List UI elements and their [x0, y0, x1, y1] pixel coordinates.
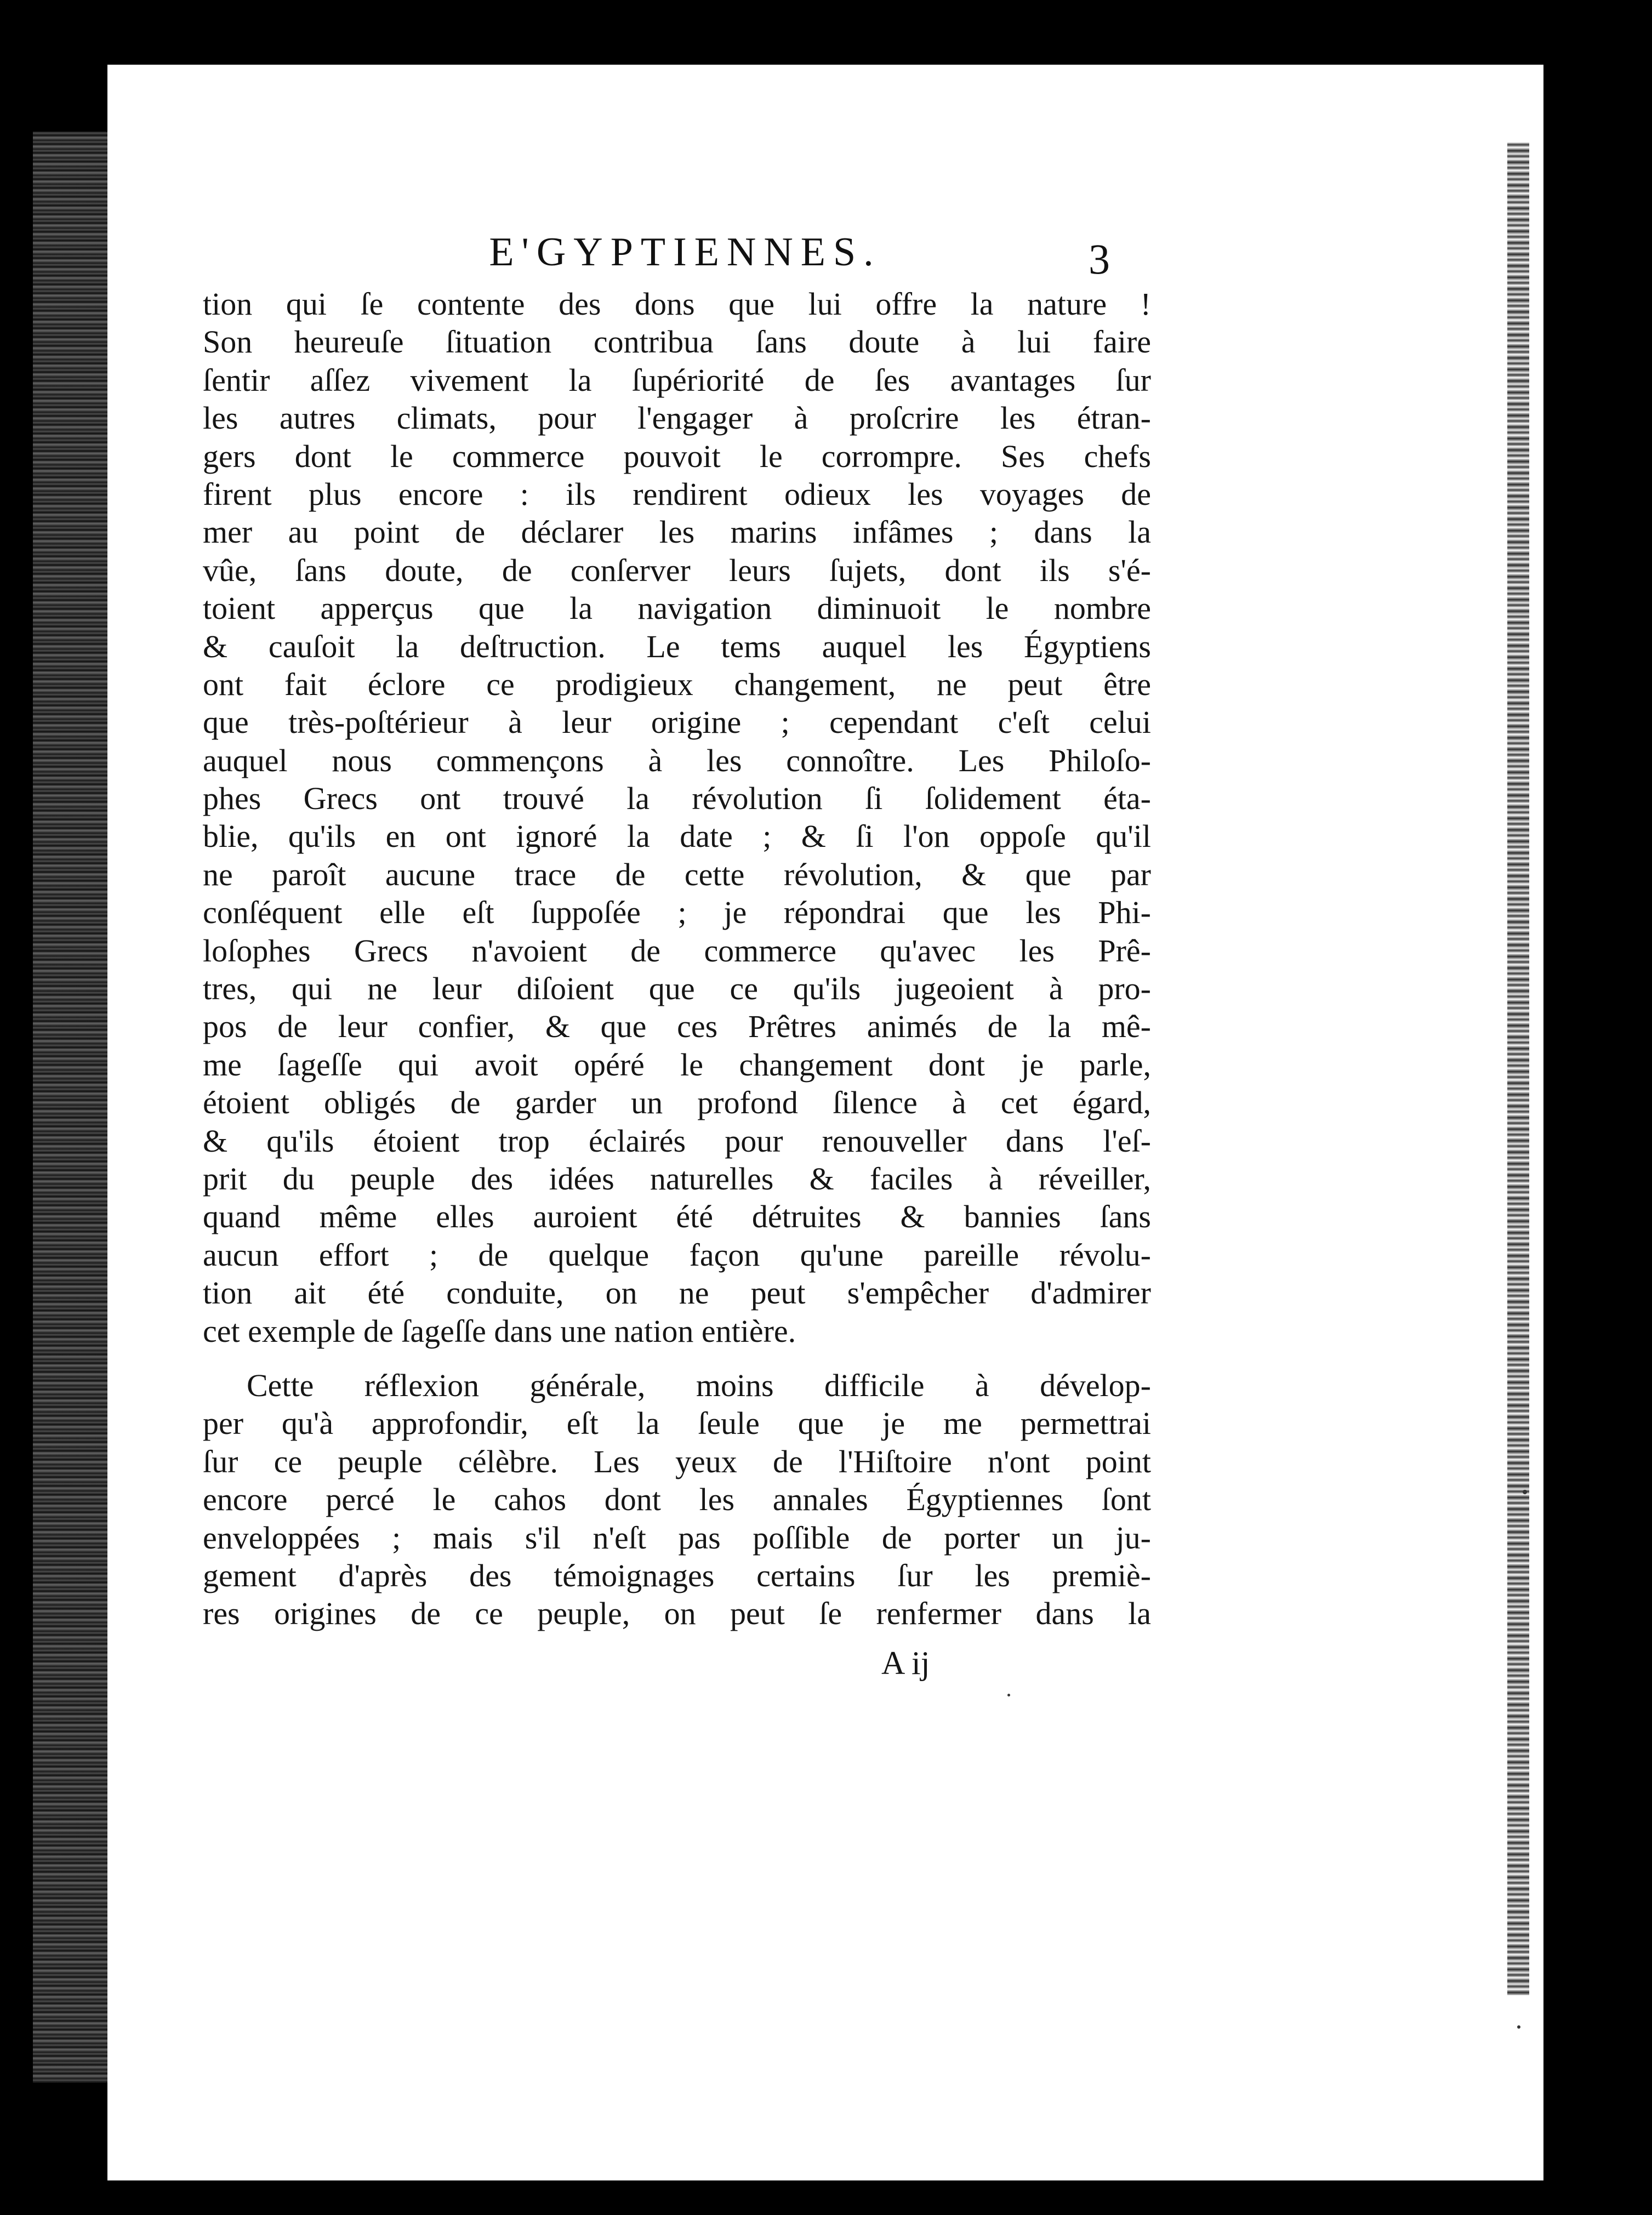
signature-mark: A ij	[881, 1645, 930, 1681]
paragraph-2	[203, 1366, 1151, 1633]
left-page-edge-shadow	[33, 132, 115, 2083]
text-line: vûe, ſans doute, de conſerver leurs ſujets, dont ils s'é-	[203, 552, 1151, 588]
text-line: les autres climats, pour l'engager à proſcrire les étran-	[203, 400, 1151, 436]
text-line: per qu'à approfondir, eſt la ſeule que je me permettrai	[203, 1405, 1151, 1442]
ink-speck	[1517, 2025, 1520, 2029]
page-number: 3	[1089, 235, 1110, 283]
text-line: mer au point de déclarer les marins infâmes ; dans la	[203, 514, 1151, 550]
text-line: me ſageſſe qui avoit opéré le changement dont je parle,	[203, 1046, 1151, 1083]
text-line: blie, qu'ils en ont ignoré la date ; & ſi l'on oppoſe qu'il	[203, 818, 1151, 855]
text-line: toient apperçus que la navigation diminuoit le nombre	[203, 590, 1151, 627]
text-line: loſophes Grecs n'avoient de commerce qu'avec les Prê-	[203, 932, 1151, 969]
text-line: aucun effort ; de quelque façon qu'une pareille révolu-	[203, 1237, 1151, 1273]
text-line: étoient obligés de garder un profond ſilence à cet égard,	[203, 1085, 1151, 1121]
right-binding-shadow	[1507, 143, 1529, 1995]
text-line: auquel nous commençons à les connoître. Les Philoſo-	[203, 742, 1151, 778]
text-line: firent plus encore : ils rendirent odieux les voyages de	[203, 476, 1151, 512]
text-line: cet exemple de ſageſſe dans une nation entière.	[203, 1313, 796, 1349]
text-line: res origines de ce peuple, on peut ſe renfermer dans la	[203, 1596, 1151, 1632]
text-line: ne paroît aucune trace de cette révolution, & que par	[203, 856, 1151, 892]
running-head: E'GYPTIENNES.	[489, 230, 881, 275]
text-line: & cauſoit la deſtruction. Le tems auquel les Égyptiens	[203, 628, 1151, 664]
text-line: phes Grecs ont trouvé la révolution ſi ſolidement éta-	[203, 781, 1151, 817]
text-line: encore percé le cahos dont les annales Égyptiennes ſont	[203, 1482, 1151, 1518]
text-line: enveloppées ; mais s'il n'eſt pas poſſible de porter un ju-	[203, 1519, 1151, 1556]
text-line: quand même elles auroient été détruites & bannies ſans	[203, 1199, 1151, 1235]
text-line: conſéquent elle eſt ſuppoſée ; je répondrai que les Phi-	[203, 895, 1151, 931]
text-line: Cette réflexion générale, moins difficile à dévelop-	[247, 1367, 1151, 1403]
text-line: prit du peuple des idées naturelles & faciles à réveiller,	[203, 1160, 1151, 1197]
body-text	[203, 285, 1151, 1633]
text-line: que très-poſtérieur à leur origine ; cependant c'eſt celui	[203, 704, 1151, 741]
ink-speck	[1007, 1694, 1010, 1696]
text-line: ſur ce peuple célèbre. Les yeux de l'Hiſtoire n'ont point	[203, 1443, 1151, 1479]
text-line: tres, qui ne leur diſoient que ce qu'ils jugeoient à pro-	[203, 971, 1151, 1007]
text-line: tion qui ſe contente des dons que lui offre la nature !	[203, 286, 1151, 322]
text-line: ont fait éclore ce prodigieux changement, ne peut être	[203, 666, 1151, 702]
text-line: gers dont le commerce pouvoit le corrompre. Ses chefs	[203, 438, 1151, 474]
text-line: pos de leur confier, & que ces Prêtres animés de la mê-	[203, 1009, 1151, 1045]
text-line: gement d'après des témoignages certains ſur les premiè-	[203, 1557, 1151, 1593]
text-line: & qu'ils étoient trop éclairés pour renouveller dans l'eſ-	[203, 1123, 1151, 1159]
ink-speck	[1523, 1490, 1527, 1494]
paragraph-1	[203, 285, 1151, 1350]
text-line: tion ait été conduite, on ne peut s'empêcher d'admirer	[203, 1275, 1151, 1311]
paragraph-gap	[203, 1350, 1151, 1366]
text-line: ſentir aſſez vivement la ſupériorité de ſes avantages ſur	[203, 362, 1151, 398]
text-line: Son heureuſe ſituation contribua ſans doute à lui faire	[203, 324, 1151, 360]
